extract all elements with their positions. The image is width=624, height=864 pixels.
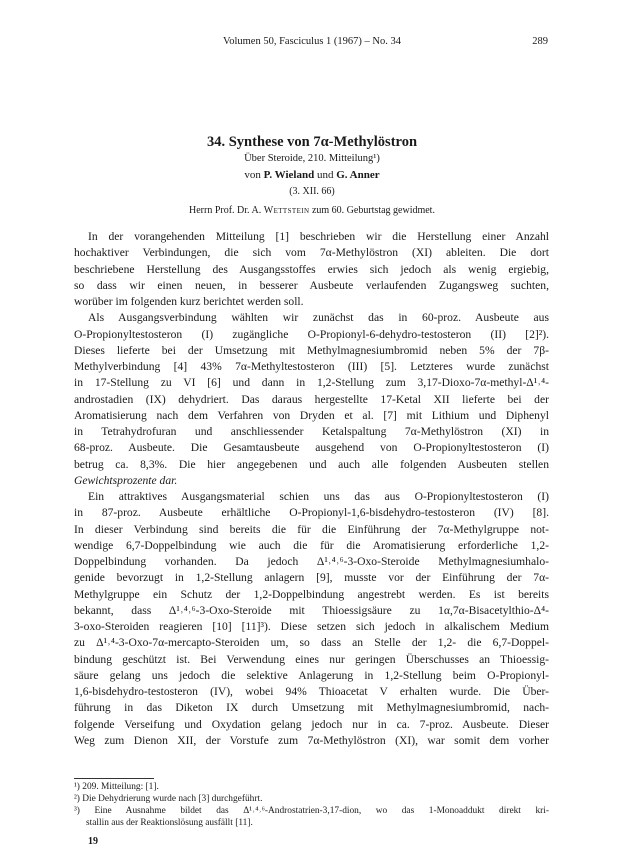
paragraph-3: [74, 489, 549, 749]
text-line: bekannt, dass Δ¹˒⁴˒⁶-3-Oxo-Steroide mit Thioessigsäure zu 1α,7α-Bisacetylthio-Δ⁴-: [74, 603, 549, 617]
text-line: in 87-proz. Ausbeute erhältliche O-Propionyl-1,6-bisdehydro-testosteron (IV) [8].: [74, 506, 549, 520]
dedication-name: Wettstein: [263, 205, 310, 216]
text-line: 3-oxo-Steroiden reagieren [10] [11]³). Diese setzen sich jedoch in alkalischem Medium: [74, 620, 549, 633]
article-subtitle: Über Steroide, 210. Mitteilung¹): [244, 153, 380, 164]
text-line: In dieser Verbindung sind bereits die für die Einführung der 7α-Methylgruppe not-: [74, 522, 549, 536]
dedication-prefix: Herrn Prof. Dr. A.: [189, 205, 262, 216]
text-line: 68-proz. Ausbeute. Die Gesamtausbeute ausgehend von O-Propionyltestosteron (I): [74, 441, 549, 455]
text-line: betrug ca. 8,3%. Die hier angegebenen und auch alle folgenden Ausbeuten stellen: [74, 457, 549, 471]
text-line: so dass wir einen neuen, in besserer Ausbeute verlaufenden Zugangsweg suchten,: [74, 278, 549, 292]
received-date: (3. XII. 66): [289, 186, 335, 197]
footnote-line: ¹) 209. Mitteilung: [1].: [74, 782, 159, 792]
paragraph-1: [74, 229, 549, 310]
footnote-2: [74, 793, 549, 805]
text-line: Weg zum Dienon XII, der Vorstufe zum 7α-Methylöstron (XI), war somit dem vorher: [74, 733, 549, 747]
paragraph-2: [74, 310, 549, 489]
footnote-line: stallin aus der Reaktionslösung ausfällt [11].: [86, 818, 253, 828]
footnote-rule: [74, 778, 154, 779]
author-1: P. Wieland: [263, 169, 315, 181]
text-line: Methylgruppe ein Schutz der 1,2-Doppelbindung angestrebt werden. Es ist bereits: [74, 587, 549, 601]
text-line: führung in das Diketon IX durch Umsetzung mit Methylmagnesiumbromid, nach-: [74, 701, 549, 715]
text-line: genide bevorzugt in 1,2-Stellung anlagern [9], musste vor der Einführung der 7α-: [74, 571, 549, 585]
text-line: Als Ausgangsverbindung wählten wir zunächst das in 60-proz. Ausbeute aus: [88, 311, 549, 325]
article-title: 34. Synthese von 7α-Methylöstron: [206, 134, 418, 150]
footnote-1: [74, 781, 549, 793]
text-line: in Tetrahydrofuran und anschliessender Ketalspaltung 7α-Methylöstron (XI) in: [74, 425, 549, 438]
author-line: [0, 169, 624, 181]
text-line: O-Propionyltestosteron (I) zugängliche O-Propionyl-6-dehydro-testosteron (II) [2]²).: [74, 327, 549, 341]
page-number: 289: [532, 36, 548, 47]
sheet-signature: 19: [88, 836, 98, 847]
dedication-suffix: zum 60. Geburtstag gewidmet.: [311, 205, 435, 216]
text-line: säure gelang uns jedoch die selektive Anlagerung in 1,2-Stellung beim O-Propionyl-: [74, 668, 549, 682]
footnote-3: [74, 805, 549, 829]
footnote-line: ³) Eine Ausnahme bildet das Δ¹˒⁴˒⁶-Androstatrien-3,17-dion, wo das 1-Monoaddukt direkt kri-: [74, 806, 549, 816]
author-2: G. Anner: [336, 169, 380, 181]
text-line: wendige 6,7-Doppelbindung wie auch die für die Aromatisierung erforderliche 1,2-: [74, 538, 549, 552]
journal-citation: Volumen 50, Fasciculus 1 (1967) – No. 34: [222, 36, 401, 47]
dedication: [0, 205, 624, 216]
text-line: in 17-Stellung zu VI [6] und dann in 1,2-Stellung zum 3,17-Dioxo-7α-methyl-Δ¹˒⁴-: [74, 376, 549, 390]
text-line: In der vorangehenden Mitteilung [1] beschrieben wir die Herstellung einer Anzahl: [88, 230, 549, 243]
text-line: androstadien (IX) dehydriert. Das daraus hergestellte 17-Ketal XII lieferte bei der: [74, 392, 549, 406]
text-line: beschriebene Herstellung des Ausgangsstoffes erwies sich jedoch als wenig ergiebig,: [74, 262, 549, 276]
text-line: Ein attraktives Ausgangsmaterial schien uns das aus O-Propionyltestosteron (I): [88, 490, 549, 503]
footnote-line: ²) Die Dehydrierung wurde nach [3] durchgeführt.: [74, 794, 263, 804]
running-header: [0, 36, 624, 52]
authors-prefix: von: [244, 169, 261, 181]
text-line: Dieses lieferte bei der Umsetzung mit Methylmagnesiumbromid neben 5% der 7β-: [74, 343, 549, 357]
text-line: worüber im folgenden kurz berichtet werden soll.: [74, 295, 304, 308]
text-line: zu Δ¹˒⁴-3-Oxo-7α-mercapto-Steroiden um, so dass an Stelle der 1,2- die 6,7-Doppel-: [74, 636, 549, 650]
text-line: bindung geschützt ist. Bei Verwendung eines nur geringen Überschusses an Thioessig-: [74, 652, 549, 666]
text-line: Gewichtsprozente dar.: [74, 473, 178, 487]
text-line: Aromatisierung nach dem Verfahren von Dryden et al. [7] mit Lithium und Diphenyl: [74, 408, 549, 422]
text-line: Doppelbindung vorhanden. Da jedoch Δ¹˒⁴˒⁶-3-Oxo-Steroide Methylmagnesiumhalo-: [74, 555, 549, 568]
text-line: 1,6-bisdehydro-testosteron (IV), wobei 94% Thioacetat V erhalten wurde. Die Über-: [74, 685, 549, 698]
text-line: folgende Verseifung und Oxydation gelang jedoch nur in ca. 7-proz. Ausbeute. Dieser: [74, 717, 549, 731]
text-line: hochaktiver Verbindungen, die sich vom 7α-Methylöstron (XI) ableiten. Die dort: [74, 246, 549, 260]
article-body: [74, 229, 549, 749]
authors-and: und: [316, 169, 334, 181]
text-line: Methylverbindung [4] 43% 7α-Methyltestosteron (III) [5]. Letzteres wurde zunächst: [74, 360, 549, 373]
